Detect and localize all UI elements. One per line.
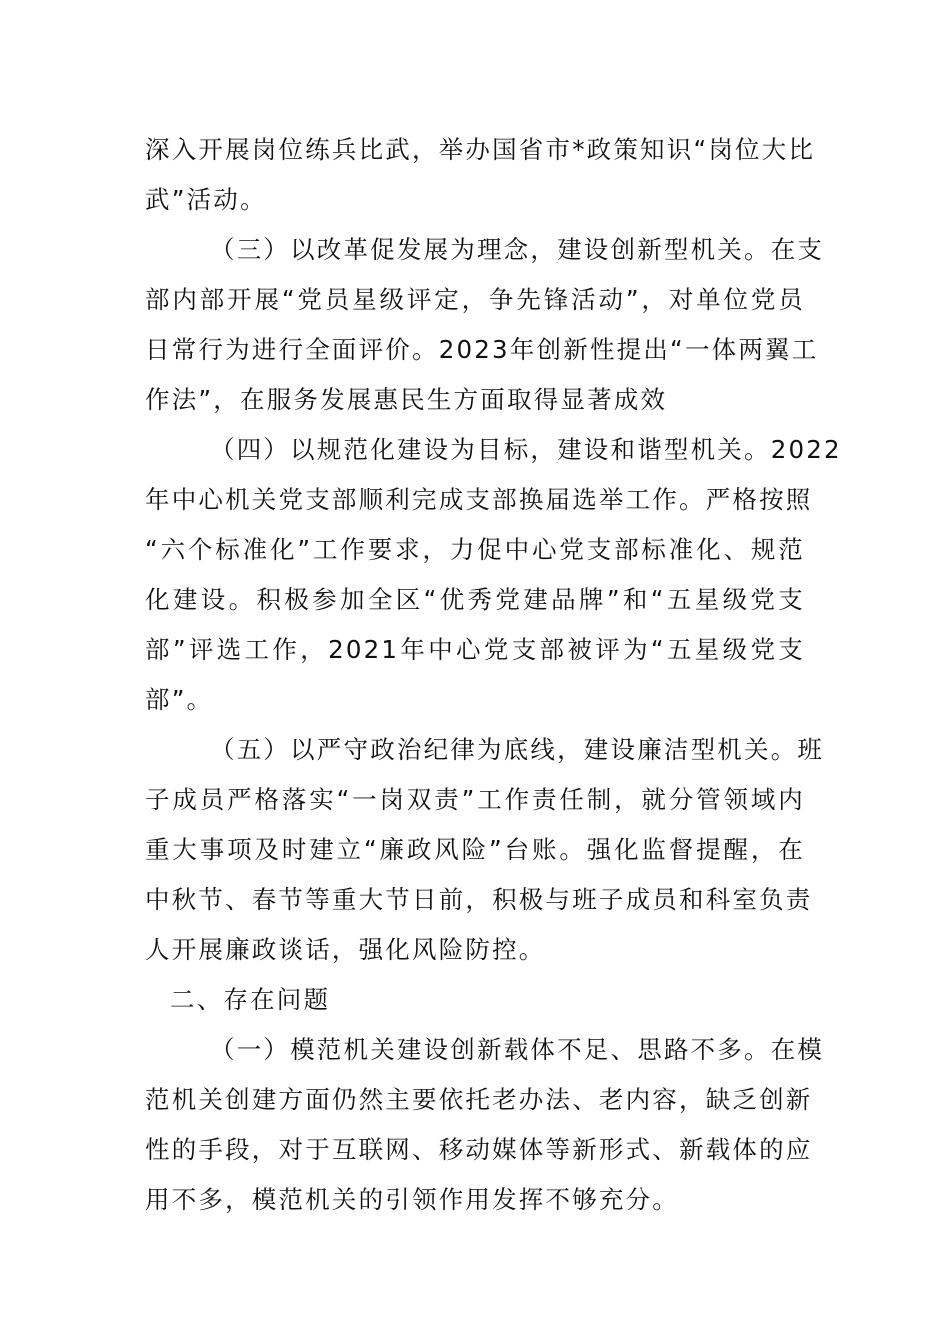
paragraph-heading-3: （三）以改革促发展为理念，建设创新型机关。在支 xyxy=(210,235,825,264)
text-line: 子成员严格落实“一岗双责”工作责任制，就分管领域内 xyxy=(145,785,805,814)
text-line: 年中心机关党支部顺利完成支部换届选举工作。严格按照 xyxy=(145,485,813,514)
text-line: 日常行为进行全面评价。2023年创新性提出“一体两翼工 xyxy=(145,335,819,364)
text-line: “六个标准化”工作要求，力促中心党支部标准化、规范 xyxy=(145,535,805,564)
text-line: 中秋节、春节等重大节日前，积极与班子成员和科室负责 xyxy=(145,885,813,914)
text-line: 武”活动。 xyxy=(145,185,267,214)
text-line: 用不多，模范机关的引领作用发挥不够充分。 xyxy=(145,1185,679,1214)
text-line: 性的手段，对于互联网、移动媒体等新形式、新载体的应 xyxy=(145,1135,813,1164)
section-heading: 二、存在问题 xyxy=(170,985,331,1014)
paragraph-heading-4: （四）以规范化建设为目标，建设和谐型机关。2022 xyxy=(210,435,842,464)
text-line: 人开展廉政谈话，强化风险防控。 xyxy=(145,935,546,964)
text-line: 作法”，在服务发展惠民生方面取得显著成效 xyxy=(145,385,668,414)
text-line: 部”。 xyxy=(145,685,214,714)
text-line: 部”评选工作，2021年中心党支部被评为“五星级党支 xyxy=(145,635,805,664)
text-line: 重大事项及时建立“廉政风险”台账。强化监督提醒，在 xyxy=(145,835,805,864)
text-line: 范机关创建方面仍然主要依托老办法、老内容，缺乏创新 xyxy=(145,1085,813,1114)
paragraph-heading-5: （五）以严守政治纪律为底线，建设廉洁型机关。班 xyxy=(210,735,825,764)
paragraph-heading-1: （一）模范机关建设创新载体不足、思路不多。在模 xyxy=(210,1035,825,1064)
text-line: 部内部开展“党员星级评定，争先锋活动”，对单位党员 xyxy=(145,285,805,314)
text-line: 深入开展岗位练兵比武，举办国省市*政策知识“岗位大比 xyxy=(145,135,816,164)
text-line: 化建设。积极参加全区“优秀党建品牌”和“五星级党支 xyxy=(145,585,805,614)
